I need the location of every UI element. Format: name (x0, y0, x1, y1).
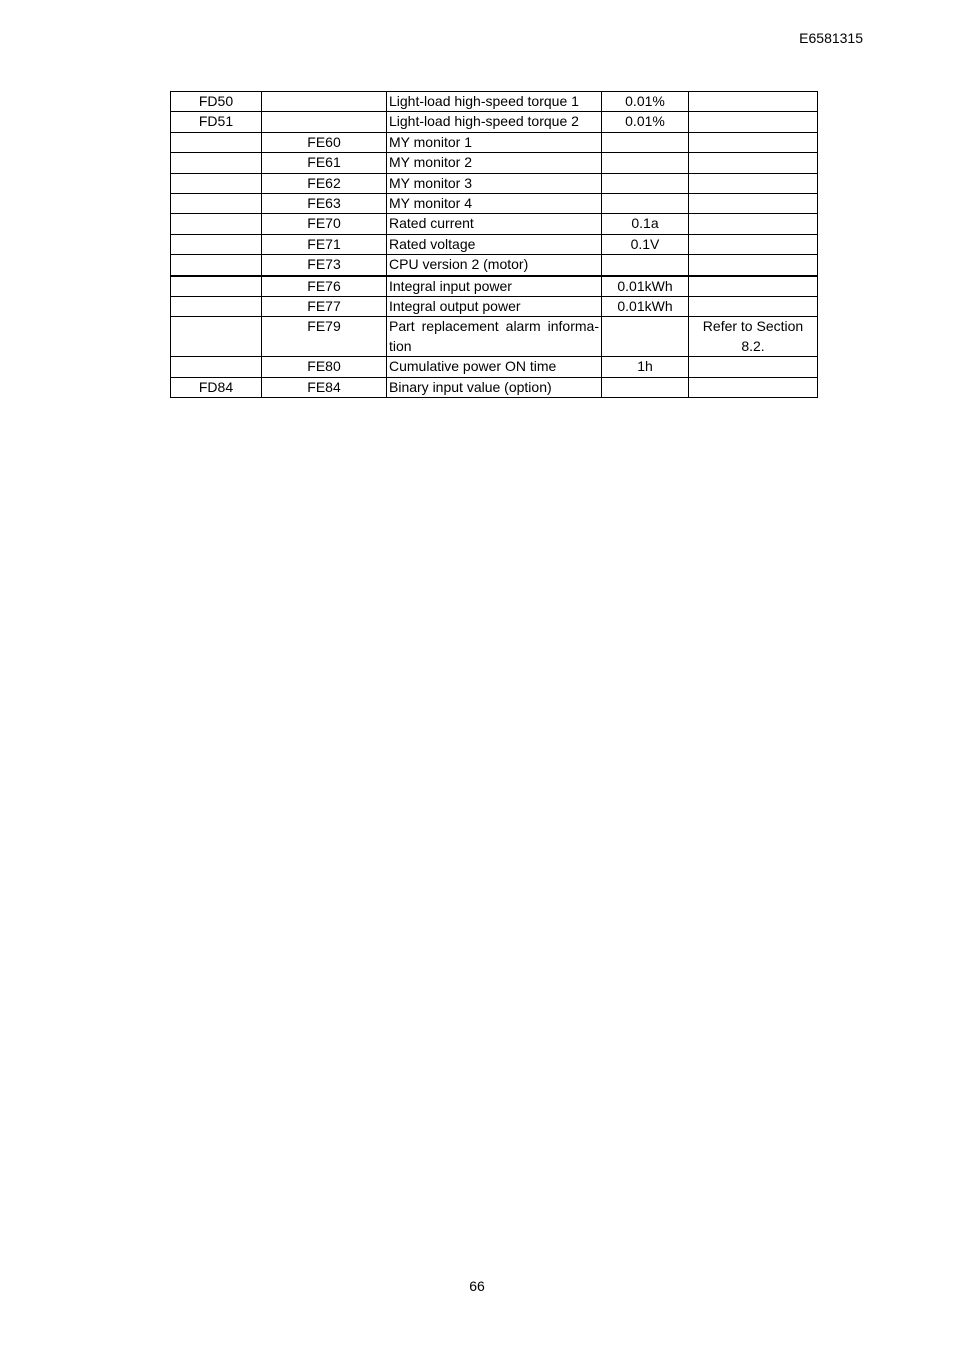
unit-cell: 0.01kWh (602, 297, 689, 317)
unit-cell (602, 194, 689, 214)
monitor-number-cell: FE77 (262, 297, 387, 317)
table-row (171, 173, 818, 193)
monitor-number-cell: FE70 (262, 214, 387, 234)
comm-number-cell (171, 194, 262, 214)
table-row (171, 214, 818, 234)
comm-number-cell (171, 234, 262, 254)
comm-number-cell: FD50 (171, 92, 262, 112)
unit-cell (602, 153, 689, 173)
comm-number-cell (171, 357, 262, 377)
unit-cell (602, 317, 689, 357)
function-line-2: tion (389, 337, 412, 354)
remarks-cell (689, 297, 818, 317)
table-row (171, 132, 818, 152)
table-row (171, 357, 818, 377)
remarks-cell (689, 255, 818, 276)
remarks-cell (689, 92, 818, 112)
remarks-cell (689, 153, 818, 173)
function-cell: Rated voltage (387, 234, 602, 254)
remarks-cell (689, 234, 818, 254)
monitor-number-cell: FE71 (262, 234, 387, 254)
table-row (171, 194, 818, 214)
comm-number-cell (171, 173, 262, 193)
unit-cell (602, 132, 689, 152)
function-cell: CPU version 2 (motor) (387, 255, 602, 276)
comm-number-cell (171, 255, 262, 276)
monitor-number-cell: FE63 (262, 194, 387, 214)
table-row (171, 92, 818, 112)
comm-number-cell (171, 214, 262, 234)
comm-number-cell (171, 276, 262, 297)
table-row (171, 276, 818, 297)
function-cell: Rated current (387, 214, 602, 234)
remarks-cell (689, 317, 818, 357)
comm-number-cell (171, 153, 262, 173)
function-cell: MY monitor 3 (387, 173, 602, 193)
function-cell: MY monitor 4 (387, 194, 602, 214)
comm-number-cell (171, 132, 262, 152)
remarks-line-1: Refer to Section (702, 318, 804, 335)
table-row (171, 317, 818, 357)
table-row (171, 112, 818, 132)
monitor-number-cell: FE80 (262, 357, 387, 377)
function-cell: MY monitor 2 (387, 153, 602, 173)
remarks-line-2: 8.2. (741, 337, 765, 354)
comm-number-cell: FD51 (171, 112, 262, 132)
monitor-number-cell: FE60 (262, 132, 387, 152)
comm-number-cell: FD84 (171, 377, 262, 397)
remarks-cell (689, 214, 818, 234)
unit-cell: 0.01kWh (602, 276, 689, 297)
function-cell: Binary input value (option) (387, 377, 602, 397)
function-cell: Cumulative power ON time (387, 357, 602, 377)
function-cell (387, 317, 602, 357)
monitor-number-cell (262, 112, 387, 132)
remarks-cell (689, 173, 818, 193)
remarks-cell (689, 112, 818, 132)
remarks-cell (689, 357, 818, 377)
monitor-number-cell: FE62 (262, 173, 387, 193)
remarks-cell (689, 194, 818, 214)
remarks-cell (689, 276, 818, 297)
monitor-number-cell: FE84 (262, 377, 387, 397)
monitor-number-cell: FE79 (262, 317, 387, 357)
unit-cell: 0.1a (602, 214, 689, 234)
unit-cell (602, 377, 689, 397)
table-row (171, 153, 818, 173)
monitor-number-cell: FE76 (262, 276, 387, 297)
page-number: 66 (469, 1278, 485, 1294)
parameter-table (170, 91, 818, 398)
monitor-number-cell: FE61 (262, 153, 387, 173)
table-row (171, 234, 818, 254)
unit-cell: 1h (602, 357, 689, 377)
unit-cell: 0.01% (602, 112, 689, 132)
unit-cell (602, 173, 689, 193)
unit-cell (602, 255, 689, 276)
remarks-cell (689, 377, 818, 397)
table-row (171, 377, 818, 397)
unit-cell: 0.01% (602, 92, 689, 112)
comm-number-cell (171, 297, 262, 317)
table-row (171, 297, 818, 317)
function-cell: Integral input power (387, 276, 602, 297)
monitor-number-cell: FE73 (262, 255, 387, 276)
remarks-cell (689, 132, 818, 152)
comm-number-cell (171, 317, 262, 357)
monitor-number-cell (262, 92, 387, 112)
unit-cell: 0.1V (602, 234, 689, 254)
function-line-1: Part replacement alarm informa- (389, 318, 599, 335)
function-cell: Light-load high-speed torque 1 (387, 92, 602, 112)
document-id: E6581315 (799, 30, 863, 46)
function-cell: Integral output power (387, 297, 602, 317)
function-cell: Light-load high-speed torque 2 (387, 112, 602, 132)
table-row (171, 255, 818, 276)
function-cell: MY monitor 1 (387, 132, 602, 152)
